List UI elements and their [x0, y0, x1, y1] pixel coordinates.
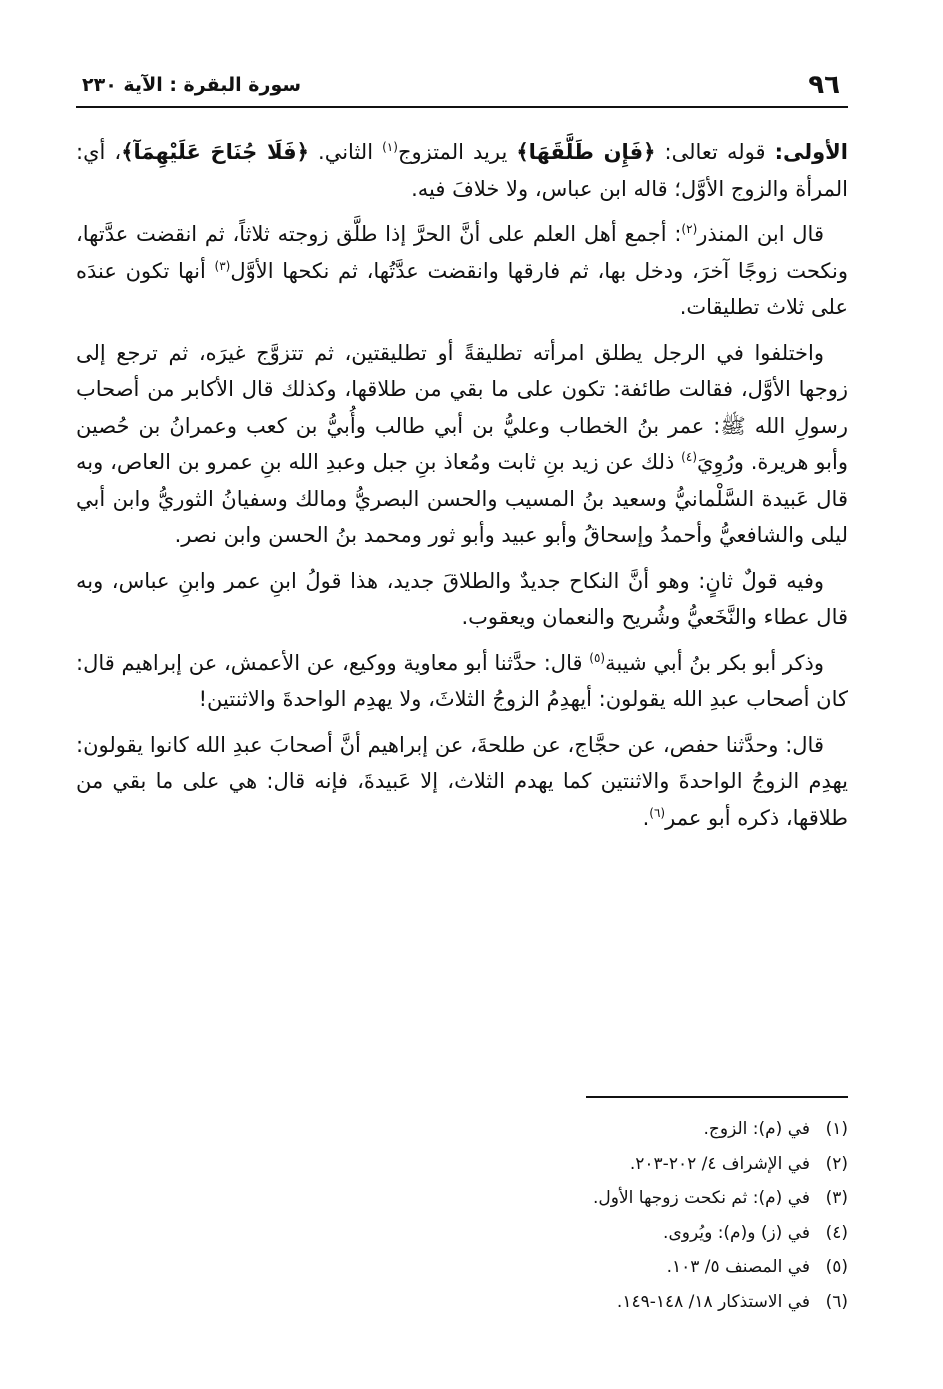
- footnote-item: [76, 1285, 848, 1320]
- footnote-item: [76, 1112, 848, 1147]
- footnote-ref: (٣): [214, 258, 231, 273]
- footnote-text: في الاستذكار ١٨/ ١٤٨-١٤٩.: [616, 1291, 810, 1312]
- footnote-number: (٢): [825, 1153, 848, 1174]
- footnote-ref: (٥): [589, 650, 606, 665]
- footnote-number: (٥): [825, 1257, 848, 1277]
- text-run: : أجمع أهل العلم على أنَّ الحرَّ إذا طلَّق زوجته ثلاثاً، ثم انقضت عدَّتها، ونكحت زوجًا آخرَ، ودخل بها، ثم فارقها وانقضت عدَّتُها، ثم نكحها الأوَّل: [76, 222, 848, 283]
- text-run: وذكر أبو بكر بنُ أبي شيبة: [605, 650, 824, 675]
- main-text: [76, 134, 848, 836]
- text-run: قال: وحدَّثنا حفص، عن حجَّاج، عن طلحةَ، عن إبراهيم أنَّ أصحابَ عبدِ الله كانوا يقولون: يهدِم الزوجُ الواحدةَ والاثنتين كما يهدم الثلاث، إلا عَبيدةَ، فإنه قال: هي على ما بقي من طلاقها، ذكره أبو عمر: [76, 732, 848, 830]
- footnote-text: في المصنف ٥/ ١٠٣.: [666, 1257, 810, 1277]
- text-run: يريد المتزوج: [397, 140, 517, 164]
- quran-quote: ﴿فَإِن طَلَّقَهَا﴾: [516, 140, 656, 164]
- footnote-item: [76, 1250, 848, 1285]
- footnote-item: [76, 1147, 848, 1182]
- footnote-text: في (ز) و(م): ويُروى.: [663, 1222, 810, 1243]
- footnote-number: (٤): [825, 1222, 848, 1243]
- footnote-text: في الإشراف ٤/ ٢٠٢-٢٠٣.: [629, 1153, 810, 1174]
- text-run: قوله تعالى:: [655, 140, 775, 164]
- footnote-text: في (م): الزوج.: [703, 1119, 810, 1139]
- book-page: [76, 60, 848, 1340]
- footnote-item: [76, 1216, 848, 1251]
- running-title: سورة البقرة : الآية ٢٣٠: [82, 74, 302, 96]
- quran-quote: ﴿فَلَا جُنَاحَ عَلَيْهِمَآ﴾: [121, 140, 309, 164]
- text-run: .: [642, 805, 650, 830]
- text-run: قال ابن المنذر: [697, 222, 824, 246]
- page-header: [76, 60, 848, 108]
- text-run: ، أي: المرأة والزوج الأوَّل؛ قاله ابن عباس، ولا خلافَ فيه.: [76, 140, 848, 201]
- footnote-number: (٣): [825, 1188, 848, 1208]
- paragraph: [76, 563, 848, 636]
- footnotes: [76, 1112, 848, 1319]
- footnote-ref: (٦): [649, 805, 666, 820]
- footnote-item: [76, 1181, 848, 1216]
- footnote-ref: (١): [382, 140, 398, 154]
- text-run: قال: حدَّثنا أبو معاوية ووكيع، عن الأعمش، عن إبراهيم قال: كان أصحاب عبدِ الله يقولون: أيهدِمُ الزوجُ الثلاثَ، ولا يهدِم الواحدةَ والاثنتين!: [76, 650, 848, 711]
- page-number: ٩٦: [808, 70, 840, 100]
- paragraph: [76, 645, 848, 718]
- text-run: الثاني.: [308, 140, 383, 164]
- paragraph: [76, 335, 848, 554]
- text-run: وفيه قولٌ ثانٍ: وهو أنَّ النكاح جديدٌ والطلاقَ جديد، هذا قولُ ابنِ عمر وابنِ عباس، وبه قال عطاء والنَّخَعيُّ وشُريح والنعمان ويعقوب.: [76, 568, 848, 629]
- text-run: أنها تكون عندَه على ثلاث تطليقات.: [76, 258, 848, 319]
- footnote-number: (١): [825, 1119, 848, 1139]
- paragraph: [76, 727, 848, 837]
- lead-word: الأولى:: [774, 140, 848, 164]
- footnote-ref: (٢): [681, 222, 698, 236]
- text-run: واختلفوا في الرجل يطلق امرأته تطليقةً أو تطليقتين، ثم تتزوَّج غيرَه، ثم ترجع إلى زوجها الأوَّل، فقالت طائفة: تكون على ما بقي من طلاقها، وكذلك قال الأكابر من أصحاب رسولِ الله ﷺ: عمر بنُ الخطاب وعليُّ بن أبي طالب وأُبيُّ بن كعب وعمرانُ بن حُصين وأبو هريرة. ورُوِيَ: [76, 340, 848, 474]
- footnote-divider: [586, 1096, 848, 1098]
- paragraph: [76, 216, 848, 326]
- text-run: ذلك عن زيد بنِ ثابت ومُعاذ بنِ جبل وعبدِ الله بنِ عمرو بن العاص، وبه قال عَبيدة السَّلْمانيُّ وسعيد بنُ المسيب والحسن البصريُّ ومالك وسفيانُ الثوريُّ وابن أبي ليلى والشافعيُّ وأحمدُ وإسحاقُ وأبو عبيد وأبو ثور ومحمد بنُ الحسن وابن نصر.: [76, 450, 848, 547]
- footnote-text: في (م): ثم نكحت زوجها الأول.: [593, 1188, 810, 1208]
- paragraph: [76, 134, 848, 207]
- footnote-ref: (٤): [681, 450, 697, 464]
- footnote-number: (٦): [825, 1291, 848, 1312]
